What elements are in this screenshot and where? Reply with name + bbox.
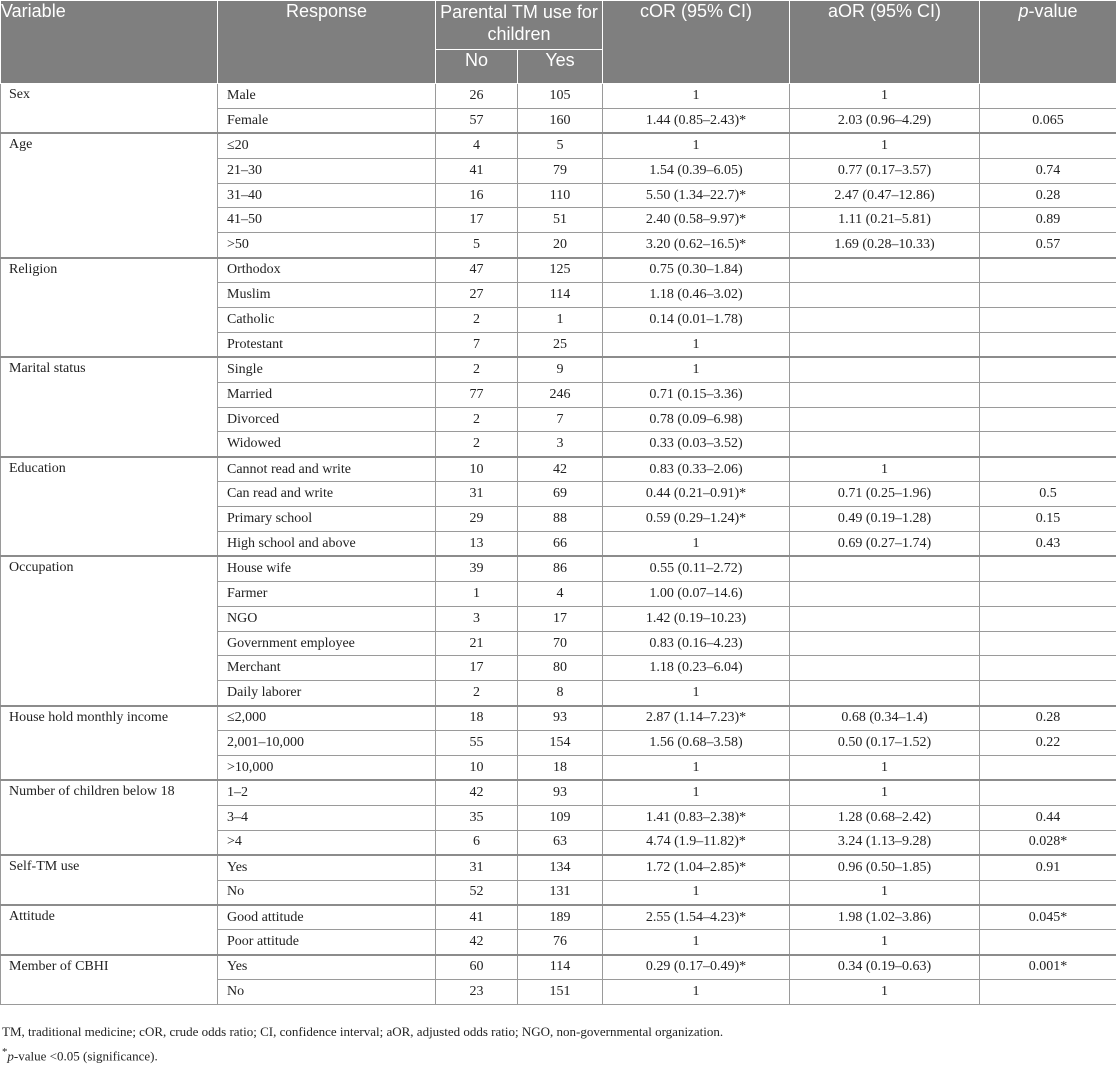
no-count-cell: 5 [436,233,518,258]
aor-cell [790,432,980,457]
no-count-cell: 10 [436,756,518,781]
no-count-cell: 18 [436,706,518,731]
no-count-cell: 2 [436,357,518,382]
no-count-cell: 29 [436,507,518,532]
cor-cell: 0.75 (0.30–1.84) [603,258,790,283]
p-value-cell [980,308,1116,333]
yes-count-cell: 246 [518,382,603,407]
aor-cell: 1 [790,980,980,1005]
cor-cell: 1 [603,980,790,1005]
response-cell: 31–40 [218,183,436,208]
p-value-cell [980,407,1116,432]
response-cell: 1–2 [218,780,436,805]
yes-count-cell: 151 [518,980,603,1005]
variable-cell: Sex [1,84,218,134]
response-cell: Daily laborer [218,681,436,706]
p-value-cell [980,382,1116,407]
cor-cell: 1.44 (0.85–2.43)* [603,108,790,133]
response-cell: Muslim [218,283,436,308]
aor-cell: 1 [790,930,980,955]
p-value-cell: 0.74 [980,158,1116,183]
response-cell: Orthodox [218,258,436,283]
no-count-cell: 55 [436,731,518,756]
response-cell: Single [218,357,436,382]
p-value-cell [980,258,1116,283]
response-cell: Good attitude [218,905,436,930]
response-cell: >50 [218,233,436,258]
response-cell: >10,000 [218,756,436,781]
cor-cell: 0.71 (0.15–3.36) [603,382,790,407]
aor-cell [790,407,980,432]
p-value-cell [980,581,1116,606]
aor-cell: 1.69 (0.28–10.33) [790,233,980,258]
table-row [1,955,1116,980]
variable-cell: Member of CBHI [1,955,218,1005]
footnote-sig-mark: * [2,1045,8,1058]
no-count-cell: 17 [436,208,518,233]
aor-cell: 3.24 (1.13–9.28) [790,830,980,855]
aor-cell: 1.28 (0.68–2.42) [790,805,980,830]
response-cell: ≤2,000 [218,706,436,731]
variable-cell: Marital status [1,357,218,457]
header-tm-use: Parental TM use for children [436,1,603,50]
response-cell: Yes [218,855,436,880]
cor-cell: 1.54 (0.39–6.05) [603,158,790,183]
response-cell: No [218,980,436,1005]
p-value-cell: 0.028* [980,830,1116,855]
cor-cell: 4.74 (1.9–11.82)* [603,830,790,855]
p-value-cell: 0.28 [980,706,1116,731]
aor-cell: 2.03 (0.96–4.29) [790,108,980,133]
cor-cell: 2.40 (0.58–9.97)* [603,208,790,233]
no-count-cell: 2 [436,407,518,432]
response-cell: House wife [218,556,436,581]
aor-cell [790,332,980,357]
cor-cell: 1 [603,780,790,805]
p-value-cell [980,631,1116,656]
p-value-cell: 0.43 [980,532,1116,557]
cor-cell: 5.50 (1.34–22.7)* [603,183,790,208]
cor-cell: 2.55 (1.54–4.23)* [603,905,790,930]
table-body [1,84,1116,1005]
table-row [1,84,1116,109]
yes-count-cell: 5 [518,133,603,158]
no-count-cell: 4 [436,133,518,158]
yes-count-cell: 4 [518,581,603,606]
p-value-cell [980,930,1116,955]
cor-cell: 0.78 (0.09–6.98) [603,407,790,432]
p-value-cell: 0.44 [980,805,1116,830]
aor-cell: 0.49 (0.19–1.28) [790,507,980,532]
p-value-cell [980,556,1116,581]
aor-cell: 1 [790,756,980,781]
cor-cell: 3.20 (0.62–16.5)* [603,233,790,258]
p-value-cell: 0.57 [980,233,1116,258]
cor-cell: 0.29 (0.17–0.49)* [603,955,790,980]
p-value-cell [980,133,1116,158]
aor-cell: 0.50 (0.17–1.52) [790,731,980,756]
table-row [1,706,1116,731]
response-cell: Female [218,108,436,133]
no-count-cell: 2 [436,308,518,333]
table-row [1,457,1116,482]
aor-cell [790,631,980,656]
cor-cell: 1.72 (1.04–2.85)* [603,855,790,880]
no-count-cell: 27 [436,283,518,308]
aor-cell: 0.96 (0.50–1.85) [790,855,980,880]
no-count-cell: 17 [436,656,518,681]
yes-count-cell: 8 [518,681,603,706]
aor-cell [790,283,980,308]
footnote-sig-text: -value <0.05 (significance). [13,1048,158,1064]
aor-cell: 0.34 (0.19–0.63) [790,955,980,980]
aor-cell [790,581,980,606]
response-cell: No [218,880,436,905]
response-cell: Widowed [218,432,436,457]
yes-count-cell: 93 [518,780,603,805]
response-cell: ≤20 [218,133,436,158]
header-no: No [436,50,518,84]
variable-cell: Age [1,133,218,257]
cor-cell: 1.42 (0.19–10.23) [603,606,790,631]
yes-count-cell: 88 [518,507,603,532]
aor-cell [790,656,980,681]
header-variable: Variable [1,1,218,84]
cor-cell: 1.41 (0.83–2.38)* [603,805,790,830]
yes-count-cell: 9 [518,357,603,382]
cor-cell: 1 [603,332,790,357]
p-value-cell [980,457,1116,482]
response-cell: Poor attitude [218,930,436,955]
cor-cell: 0.83 (0.16–4.23) [603,631,790,656]
p-value-cell: 0.5 [980,482,1116,507]
cor-cell: 0.33 (0.03–3.52) [603,432,790,457]
table-row [1,855,1116,880]
yes-count-cell: 18 [518,756,603,781]
yes-count-cell: 17 [518,606,603,631]
p-value-cell [980,84,1116,109]
yes-count-cell: 20 [518,233,603,258]
cor-cell: 1 [603,681,790,706]
response-cell: Divorced [218,407,436,432]
p-value-cell [980,656,1116,681]
no-count-cell: 2 [436,432,518,457]
p-value-cell: 0.28 [980,183,1116,208]
variable-cell: Self-TM use [1,855,218,905]
yes-count-cell: 51 [518,208,603,233]
yes-count-cell: 125 [518,258,603,283]
cor-cell: 0.59 (0.29–1.24)* [603,507,790,532]
cor-cell: 1 [603,84,790,109]
cor-cell: 1.00 (0.07–14.6) [603,581,790,606]
response-cell: Male [218,84,436,109]
no-count-cell: 23 [436,980,518,1005]
cor-cell: 2.87 (1.14–7.23)* [603,706,790,731]
response-cell: Farmer [218,581,436,606]
yes-count-cell: 25 [518,332,603,357]
footnote-abbreviations: TM, traditional medicine; cOR, crude odds ratio; CI, confidence interval; aOR, adjusted odds ratio; NGO, non-governmental organization. [2,1023,724,1039]
table-row [1,905,1116,930]
cor-cell: 0.14 (0.01–1.78) [603,308,790,333]
p-value-cell: 0.001* [980,955,1116,980]
yes-count-cell: 134 [518,855,603,880]
cor-cell: 1.18 (0.23–6.04) [603,656,790,681]
no-count-cell: 16 [436,183,518,208]
aor-cell: 1 [790,133,980,158]
header-response: Response [218,1,436,84]
p-value-cell [980,332,1116,357]
p-value-cell [980,980,1116,1005]
yes-count-cell: 69 [518,482,603,507]
header-cor: cOR (95% CI) [603,1,790,84]
no-count-cell: 7 [436,332,518,357]
cor-cell: 1 [603,357,790,382]
p-value-cell: 0.065 [980,108,1116,133]
aor-cell: 0.71 (0.25–1.96) [790,482,980,507]
yes-count-cell: 3 [518,432,603,457]
no-count-cell: 10 [436,457,518,482]
response-cell: Merchant [218,656,436,681]
yes-count-cell: 86 [518,556,603,581]
p-value-cell: 0.89 [980,208,1116,233]
no-count-cell: 1 [436,581,518,606]
header-p-value [980,1,1116,84]
aor-cell [790,357,980,382]
no-count-cell: 31 [436,482,518,507]
no-count-cell: 39 [436,556,518,581]
response-cell: Catholic [218,308,436,333]
aor-cell [790,681,980,706]
table-row [1,780,1116,805]
aor-cell: 1 [790,457,980,482]
no-count-cell: 2 [436,681,518,706]
aor-cell [790,308,980,333]
yes-count-cell: 76 [518,930,603,955]
yes-count-cell: 154 [518,731,603,756]
cor-cell: 1 [603,133,790,158]
no-count-cell: 52 [436,880,518,905]
cor-cell: 1 [603,930,790,955]
table-row [1,556,1116,581]
p-value-cell [980,283,1116,308]
p-value-cell [980,780,1116,805]
yes-count-cell: 110 [518,183,603,208]
no-count-cell: 60 [436,955,518,980]
aor-cell: 1 [790,84,980,109]
cor-cell: 1 [603,532,790,557]
table-row [1,133,1116,158]
response-cell: Government employee [218,631,436,656]
no-count-cell: 35 [436,805,518,830]
yes-count-cell: 93 [518,706,603,731]
p-value-cell: 0.22 [980,731,1116,756]
yes-count-cell: 131 [518,880,603,905]
yes-count-cell: 66 [518,532,603,557]
no-count-cell: 42 [436,930,518,955]
p-value-cell: 0.91 [980,855,1116,880]
aor-cell: 2.47 (0.47–12.86) [790,183,980,208]
yes-count-cell: 80 [518,656,603,681]
table-row [1,357,1116,382]
p-value-cell: 0.15 [980,507,1116,532]
header-p-italic: p [1018,1,1029,21]
response-cell: Can read and write [218,482,436,507]
no-count-cell: 77 [436,382,518,407]
yes-count-cell: 109 [518,805,603,830]
aor-cell: 1 [790,880,980,905]
table-header [1,1,1116,84]
aor-cell [790,382,980,407]
no-count-cell: 6 [436,830,518,855]
response-cell: High school and above [218,532,436,557]
cor-cell: 0.55 (0.11–2.72) [603,556,790,581]
no-count-cell: 26 [436,84,518,109]
variable-cell: Attitude [1,905,218,955]
yes-count-cell: 114 [518,955,603,980]
cor-cell: 1.56 (0.68–3.58) [603,731,790,756]
header-aor: aOR (95% CI) [790,1,980,84]
no-count-cell: 47 [436,258,518,283]
table-row [1,258,1116,283]
response-cell: 21–30 [218,158,436,183]
p-value-cell [980,357,1116,382]
cor-cell: 1 [603,756,790,781]
no-count-cell: 31 [436,855,518,880]
response-cell: 41–50 [218,208,436,233]
cor-cell: 0.44 (0.21–0.91)* [603,482,790,507]
no-count-cell: 42 [436,780,518,805]
yes-count-cell: 105 [518,84,603,109]
p-value-cell [980,432,1116,457]
yes-count-cell: 42 [518,457,603,482]
p-value-cell [980,606,1116,631]
aor-cell: 1.11 (0.21–5.81) [790,208,980,233]
aor-cell [790,606,980,631]
aor-cell [790,258,980,283]
variable-cell: Religion [1,258,218,358]
response-cell: >4 [218,830,436,855]
yes-count-cell: 189 [518,905,603,930]
response-cell: Cannot read and write [218,457,436,482]
variable-cell: Number of children below 18 [1,780,218,855]
no-count-cell: 21 [436,631,518,656]
response-cell: Primary school [218,507,436,532]
cor-cell: 1 [603,880,790,905]
aor-cell: 0.68 (0.34–1.4) [790,706,980,731]
footnote-significance [0,1042,1116,1066]
no-count-cell: 57 [436,108,518,133]
no-count-cell: 41 [436,158,518,183]
response-cell: Yes [218,955,436,980]
variable-cell: Education [1,457,218,557]
no-count-cell: 3 [436,606,518,631]
no-count-cell: 13 [436,532,518,557]
yes-count-cell: 63 [518,830,603,855]
variable-cell: House hold monthly income [1,706,218,781]
response-cell: 2,001–10,000 [218,731,436,756]
response-cell: 3–4 [218,805,436,830]
cor-cell: 1.18 (0.46–3.02) [603,283,790,308]
aor-cell: 1.98 (1.02–3.86) [790,905,980,930]
footnote-sig-p: p [7,1048,14,1064]
aor-cell: 0.69 (0.27–1.74) [790,532,980,557]
yes-count-cell: 160 [518,108,603,133]
yes-count-cell: 70 [518,631,603,656]
yes-count-cell: 79 [518,158,603,183]
response-cell: NGO [218,606,436,631]
p-value-cell [980,756,1116,781]
aor-cell [790,556,980,581]
yes-count-cell: 114 [518,283,603,308]
yes-count-cell: 7 [518,407,603,432]
header-p-suffix: -value [1028,1,1078,21]
no-count-cell: 41 [436,905,518,930]
p-value-cell [980,681,1116,706]
p-value-cell [980,880,1116,905]
yes-count-cell: 1 [518,308,603,333]
cor-cell: 0.83 (0.33–2.06) [603,457,790,482]
aor-cell: 1 [790,780,980,805]
p-value-cell: 0.045* [980,905,1116,930]
header-yes: Yes [518,50,603,84]
response-cell: Protestant [218,332,436,357]
aor-cell: 0.77 (0.17–3.57) [790,158,980,183]
variable-cell: Occupation [1,556,218,705]
response-cell: Married [218,382,436,407]
